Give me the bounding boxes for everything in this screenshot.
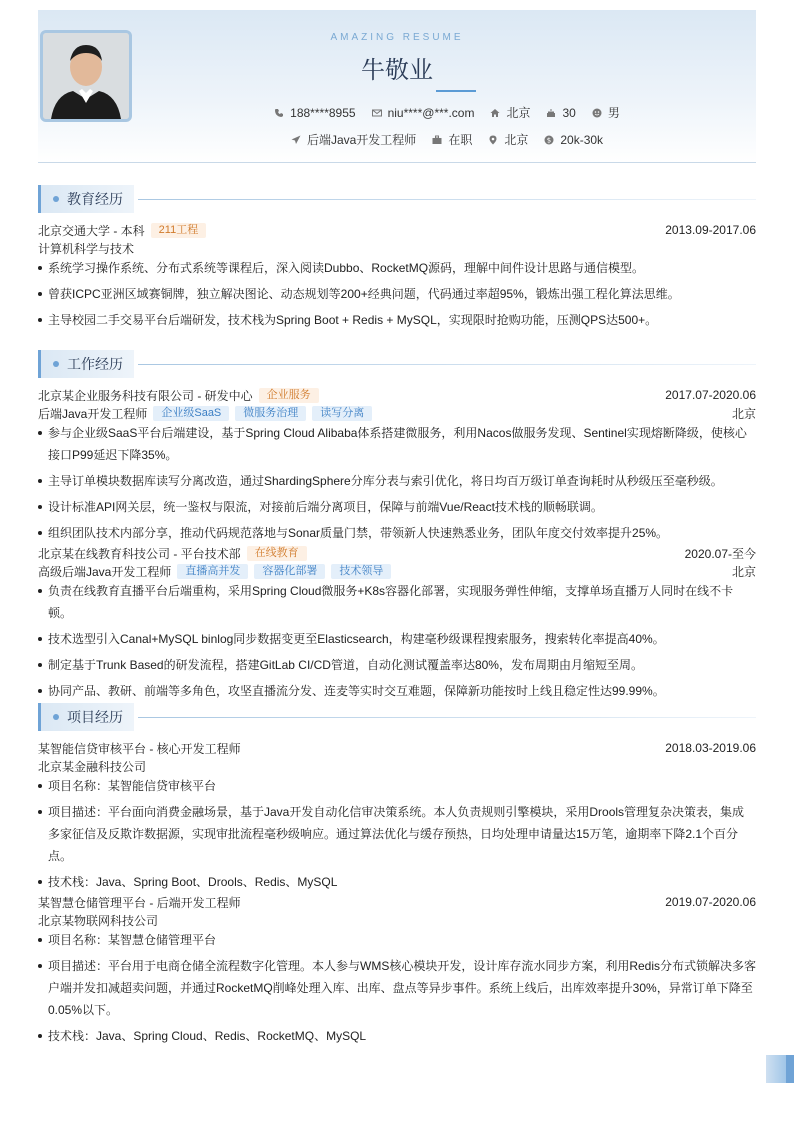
list-item: 项目描述：平台用于电商仓储全流程数字化管理。本人参与WMS核心模块开发，设计库存流水同步方案，利用Redis分布式锁解决多客户端并发扣减超卖问题，并通过RocketMQ削峰处理入库、出库、盘点等异步事件。系统上线后，出库效率提升30%，异常订单下降至0.05%以下。 xyxy=(38,955,756,1021)
gender-icon xyxy=(592,108,602,118)
list-item: 系统学习操作系统、分布式系统等课程后，深入阅读Dubbo、RocketMQ源码，理解中间件设计思路与通信模型。 xyxy=(38,257,756,279)
section-title xyxy=(38,350,134,378)
work-bullets xyxy=(38,422,756,544)
list-item: 组织团队技术内部分享，推动代码规范落地与Sonar质量门禁，带领新人快速熟悉业务，团队年度交付效率提升25%。 xyxy=(38,522,756,544)
education-section xyxy=(38,185,756,335)
list-item: 制定基于Trunk Based的研发流程，搭建GitLab CI/CD管道，自动化测试覆盖率达80%，发布周期由月缩短至周。 xyxy=(38,654,756,676)
list-item: 设计标准API网关层，统一鉴权与限流，对接前后端分离项目，保障与前端Vue/React技术栈的顺畅联调。 xyxy=(38,496,756,518)
skill-tag-badge: 微服务治理 xyxy=(235,406,306,421)
section-title-text: 项目经历 xyxy=(67,709,123,725)
job-intent-row xyxy=(138,131,756,148)
location-pin-icon xyxy=(488,135,498,145)
list-item: 主导订单模块数据库读写分离改造，通过ShardingSphere分库分表与索引优化，将日均百万级订单查询耗时从秒级压至毫秒级。 xyxy=(38,470,756,492)
salary-info xyxy=(544,131,603,148)
education-entry-header xyxy=(38,221,756,239)
job-role: 后端Java开发工程师 xyxy=(38,406,148,421)
section-title xyxy=(38,185,134,213)
education-heading xyxy=(38,185,756,215)
role-row xyxy=(38,404,756,422)
list-item: 参与企业级SaaS平台后端建设，基于Spring Cloud Alibaba体系搭建微服务，利用Nacos做服务发现、Sentinel实现熔断降级，使核心接口P99延迟下降35%。 xyxy=(38,422,756,466)
list-item: 技术栈：Java、Spring Cloud、Redis、RocketMQ、MySQL xyxy=(38,1025,756,1047)
company-name: 北京某企业服务科技有限公司 - 研发中心 xyxy=(38,388,253,403)
list-item: 曾获ICPC亚洲区域赛铜牌，独立解决图论、动态规划等200+经典问题，代码通过率超95%，锻炼出强工程化算法思维。 xyxy=(38,283,756,305)
email-info xyxy=(372,104,475,121)
age-text: 30 xyxy=(562,105,576,120)
project-entry xyxy=(38,893,756,1047)
industry-badge: 企业服务 xyxy=(259,388,319,403)
target-city-text: 北京 xyxy=(504,133,529,147)
skill-tag-badge: 企业级SaaS xyxy=(153,406,229,421)
salary-text: 20k-30k xyxy=(560,132,604,147)
role-row xyxy=(38,562,756,580)
bullet-dot-icon xyxy=(53,196,59,202)
gender-info xyxy=(592,104,620,121)
target-city-info xyxy=(488,131,528,148)
work-city: 北京 xyxy=(731,564,756,579)
target-position-text: 后端Java开发工程师 xyxy=(306,133,417,147)
work-period: 2017.07-2020.06 xyxy=(665,388,756,402)
work-entry-header xyxy=(38,386,756,404)
job-status-text: 在职 xyxy=(448,133,473,147)
cake-icon xyxy=(546,108,556,118)
resume-page xyxy=(38,10,757,1043)
candidate-name: 牛敬业 xyxy=(361,57,433,84)
major-name: 计算机科学与技术 xyxy=(38,241,135,256)
name-underline xyxy=(436,90,476,92)
residence-info xyxy=(490,104,530,121)
work-bullets xyxy=(38,580,756,702)
svg-text:$: $ xyxy=(547,136,552,144)
industry-badge: 在线教育 xyxy=(247,546,307,561)
section-divider xyxy=(138,717,756,718)
project-company: 北京某金融科技公司 xyxy=(38,759,147,774)
list-item: 负责在线教育直播平台后端重构，采用Spring Cloud微服务+K8s容器化部署，实现服务弹性伸缩，支撑单场直播万人同时在线不卡顿。 xyxy=(38,580,756,624)
resume-header xyxy=(38,10,756,163)
page-corner-tab[interactable] xyxy=(766,1055,794,1083)
phone-icon xyxy=(274,108,284,118)
list-item: 技术栈：Java、Spring Boot、Drools、Redis、MySQL xyxy=(38,871,756,893)
project-bullets xyxy=(38,775,756,893)
school-tag-badge: 211工程 xyxy=(151,223,207,238)
project-entry xyxy=(38,739,756,893)
bullet-dot-icon xyxy=(53,714,59,720)
project-entry-header xyxy=(38,739,756,757)
education-bullets xyxy=(38,257,756,331)
skill-tag-badge: 直播高并发 xyxy=(177,564,248,579)
work-heading xyxy=(38,350,756,380)
major-row xyxy=(38,239,756,257)
home-icon xyxy=(490,108,500,118)
project-company-row xyxy=(38,757,756,775)
briefcase-icon xyxy=(432,135,442,145)
company-name: 北京某在线教育科技公司 - 平台技术部 xyxy=(38,546,241,561)
phone-info xyxy=(274,104,355,121)
project-name: 某智慧仓储管理平台 - 后端开发工程师 xyxy=(38,895,241,910)
project-company-row xyxy=(38,911,756,929)
project-company: 北京某物联网科技公司 xyxy=(38,913,159,928)
list-item: 项目描述：平台面向消费金融场景，基于Java开发自动化信审决策系统。本人负责规则引擎模块，采用Drools管理复杂决策表，集成多家征信及反欺诈数据源，实现审批流程毫秒级响应。通过算法优化与缓存预热，日均处理申请量达15万笔，逾期率下降2.1个百分点。 xyxy=(38,801,756,867)
bullet-dot-icon xyxy=(53,361,59,367)
list-item: 技术选型引入Canal+MySQL binlog同步数据变更至Elasticsearch，构建毫秒级课程搜索服务，搜索转化率提高40%。 xyxy=(38,628,756,650)
list-item: 协同产品、教研、前端等多角色，攻坚直播流分发、连麦等实时交互难题，保障新功能按时上线且稳定性达99.99%。 xyxy=(38,680,756,702)
target-position-info xyxy=(291,131,416,148)
section-title-text: 工作经历 xyxy=(67,356,123,372)
projects-section xyxy=(38,703,756,1051)
send-icon xyxy=(291,135,301,145)
education-period: 2013.09-2017.06 xyxy=(665,223,756,237)
money-icon xyxy=(544,135,554,145)
job-role: 高级后端Java开发工程师 xyxy=(38,564,172,579)
project-period: 2018.03-2019.06 xyxy=(665,741,756,755)
gender-text: 男 xyxy=(607,106,620,120)
projects-heading xyxy=(38,703,756,733)
skill-tag-badge: 容器化部署 xyxy=(254,564,325,579)
age-info xyxy=(546,104,575,121)
list-item: 项目名称：某智能信贷审核平台 xyxy=(38,775,756,797)
work-section xyxy=(38,350,756,706)
section-divider xyxy=(138,364,756,365)
project-period: 2019.07-2020.06 xyxy=(665,895,756,909)
section-title xyxy=(38,703,134,731)
work-entry xyxy=(38,386,756,544)
list-item: 主导校园二手交易平台后端研发，技术栈为Spring Boot + Redis + MySQL，实现限时抢购功能，压测QPS达500+。 xyxy=(38,309,756,331)
work-city: 北京 xyxy=(731,406,756,421)
school-name: 北京交通大学 - 本科 xyxy=(38,223,145,238)
project-bullets xyxy=(38,929,756,1047)
work-period: 2020.07-至今 xyxy=(684,546,756,561)
email-text: niu****@***.com xyxy=(387,105,475,120)
skill-tag-badge: 读写分离 xyxy=(312,406,372,421)
residence-text: 北京 xyxy=(506,106,531,120)
project-name: 某智能信贷审核平台 - 核心开发工程师 xyxy=(38,741,241,756)
contact-info-row xyxy=(138,104,756,121)
work-entry-header xyxy=(38,544,756,562)
section-divider xyxy=(138,199,756,200)
project-entry-header xyxy=(38,893,756,911)
section-title-text: 教育经历 xyxy=(67,191,123,207)
job-status-info xyxy=(432,131,472,148)
work-entry xyxy=(38,544,756,702)
resume-tagline: AMAZING RESUME xyxy=(330,32,464,43)
phone-text: 188****8955 xyxy=(290,105,356,120)
skill-tag-badge: 技术领导 xyxy=(331,564,391,579)
list-item: 项目名称：某智慧仓储管理平台 xyxy=(38,929,756,951)
mail-icon xyxy=(372,108,382,118)
